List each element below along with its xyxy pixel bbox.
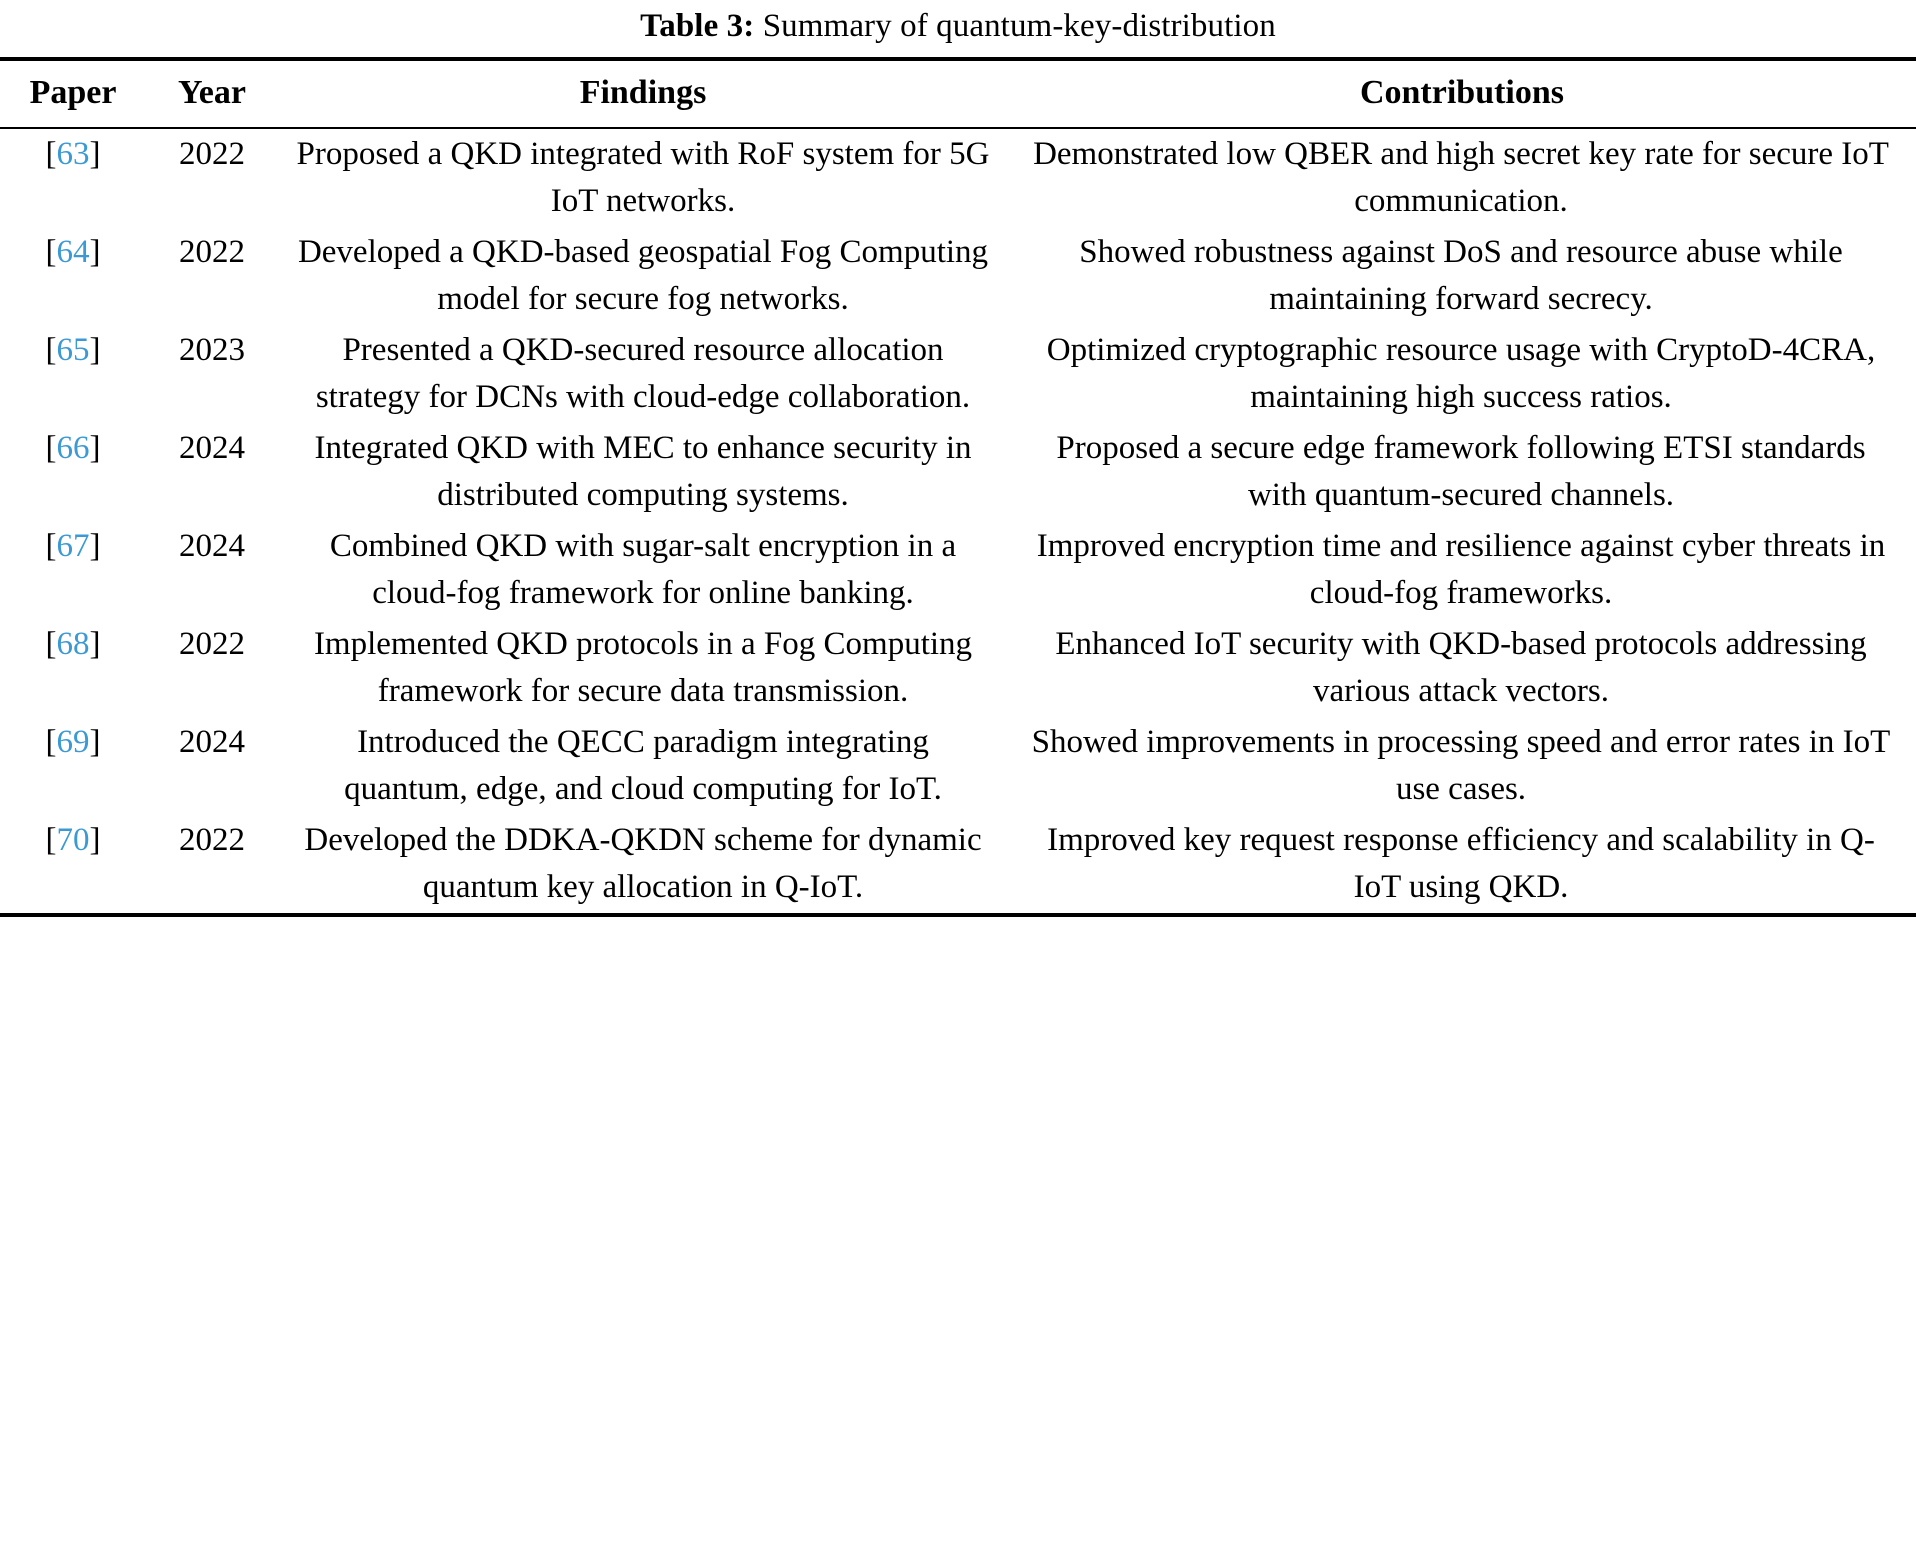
table-row xyxy=(0,325,1916,423)
cell-contributions: Showed improvements in processing speed and error rates in IoT use cases. xyxy=(1031,724,1891,807)
citation-link[interactable]: 66 xyxy=(56,430,90,466)
cell-findings: Presented a QKD-secured resource allocation strategy for DCNs with cloud-edge collaboration. xyxy=(315,332,971,415)
cell-contributions: Demonstrated low QBER and high secret key rate for secure IoT communication. xyxy=(1033,136,1889,219)
cell-year: 2022 xyxy=(179,626,245,662)
cell-year: 2022 xyxy=(179,136,245,172)
citation-bracket-open: [ xyxy=(45,430,57,466)
cell-paper xyxy=(0,815,146,915)
citation-link[interactable]: 67 xyxy=(56,528,90,564)
citation-bracket-open: [ xyxy=(45,136,57,172)
citation-bracket-open: [ xyxy=(45,626,57,662)
cell-findings: Integrated QKD with MEC to enhance security in distributed computing systems. xyxy=(314,430,972,513)
bottom-rule xyxy=(0,915,1916,917)
cell-findings: Proposed a QKD integrated with RoF system for 5G IoT networks. xyxy=(296,136,990,219)
cell-contributions: Optimized cryptographic resource usage with CryptoD-4CRA, maintaining high success ratios. xyxy=(1046,332,1876,415)
caption-text: Summary of quantum-key-distribution xyxy=(754,8,1276,44)
citation-bracket-close: ] xyxy=(89,822,101,858)
citation-link[interactable]: 63 xyxy=(56,136,90,172)
cell-paper xyxy=(0,521,146,619)
column-header-findings: Findings xyxy=(579,74,707,111)
cell-paper xyxy=(0,717,146,815)
citation-bracket-close: ] xyxy=(89,430,101,466)
table-caption xyxy=(0,0,1916,57)
citation-bracket-open: [ xyxy=(45,724,57,760)
cell-year: 2023 xyxy=(179,332,245,368)
table-row xyxy=(0,128,1916,227)
cell-year: 2024 xyxy=(179,430,245,466)
cell-findings: Implemented QKD protocols in a Fog Computing framework for secure data transmission. xyxy=(313,626,973,709)
citation-link[interactable]: 68 xyxy=(56,626,90,662)
column-header-contributions: Contributions xyxy=(1359,74,1565,111)
cell-findings: Developed a QKD-based geospatial Fog Computing model for secure fog networks. xyxy=(297,234,989,317)
caption-label: Table 3: xyxy=(640,8,755,44)
cell-findings: Combined QKD with sugar-salt encryption in a cloud-fog framework for online banking. xyxy=(329,528,957,611)
cell-paper xyxy=(0,227,146,325)
citation-bracket-open: [ xyxy=(45,528,57,564)
citation-bracket-close: ] xyxy=(89,332,101,368)
citation-bracket-close: ] xyxy=(89,136,101,172)
citation-bracket-close: ] xyxy=(89,528,101,564)
table-row xyxy=(0,619,1916,717)
citation-link[interactable]: 64 xyxy=(56,234,90,270)
citation-link[interactable]: 69 xyxy=(56,724,90,760)
column-header-year: Year xyxy=(178,74,246,111)
table-row xyxy=(0,227,1916,325)
table-row xyxy=(0,521,1916,619)
cell-paper xyxy=(0,619,146,717)
qkd-summary-table xyxy=(0,57,1916,917)
bottom-rule-row xyxy=(0,915,1916,917)
cell-contributions: Showed robustness against DoS and resource abuse while maintaining forward secrecy. xyxy=(1079,234,1843,317)
cell-paper xyxy=(0,325,146,423)
citation-bracket-open: [ xyxy=(45,822,57,858)
citation-bracket-close: ] xyxy=(89,234,101,270)
column-header-paper: Paper xyxy=(29,74,117,111)
table-body xyxy=(0,128,1916,915)
cell-contributions: Proposed a secure edge framework following ETSI standards with quantum-secured channels. xyxy=(1056,430,1866,513)
cell-paper xyxy=(0,423,146,521)
table-row xyxy=(0,815,1916,915)
citation-link[interactable]: 70 xyxy=(56,822,90,858)
citation-bracket-close: ] xyxy=(89,626,101,662)
cell-findings: Introduced the QECC paradigm integrating quantum, edge, and cloud computing for IoT. xyxy=(344,724,942,807)
table-header xyxy=(0,59,1916,128)
cell-year: 2024 xyxy=(179,724,245,760)
cell-contributions: Improved key request response efficiency and scalability in Q-IoT using QKD. xyxy=(1047,822,1875,905)
cell-findings: Developed the DDKA-QKDN scheme for dynamic quantum key allocation in Q-IoT. xyxy=(304,822,982,905)
cell-year: 2024 xyxy=(179,528,245,564)
cell-paper xyxy=(0,128,146,227)
table-row xyxy=(0,423,1916,521)
cell-contributions: Enhanced IoT security with QKD-based protocols addressing various attack vectors. xyxy=(1055,626,1867,709)
table-footer-rule xyxy=(0,915,1916,917)
citation-link[interactable]: 65 xyxy=(56,332,90,368)
citation-bracket-open: [ xyxy=(45,234,57,270)
citation-bracket-close: ] xyxy=(89,724,101,760)
citation-bracket-open: [ xyxy=(45,332,57,368)
table-header-row xyxy=(0,59,1916,128)
cell-year: 2022 xyxy=(179,822,245,858)
cell-year: 2022 xyxy=(179,234,245,270)
cell-contributions: Improved encryption time and resilience against cyber threats in cloud-fog frameworks. xyxy=(1036,528,1886,611)
table-row xyxy=(0,717,1916,815)
